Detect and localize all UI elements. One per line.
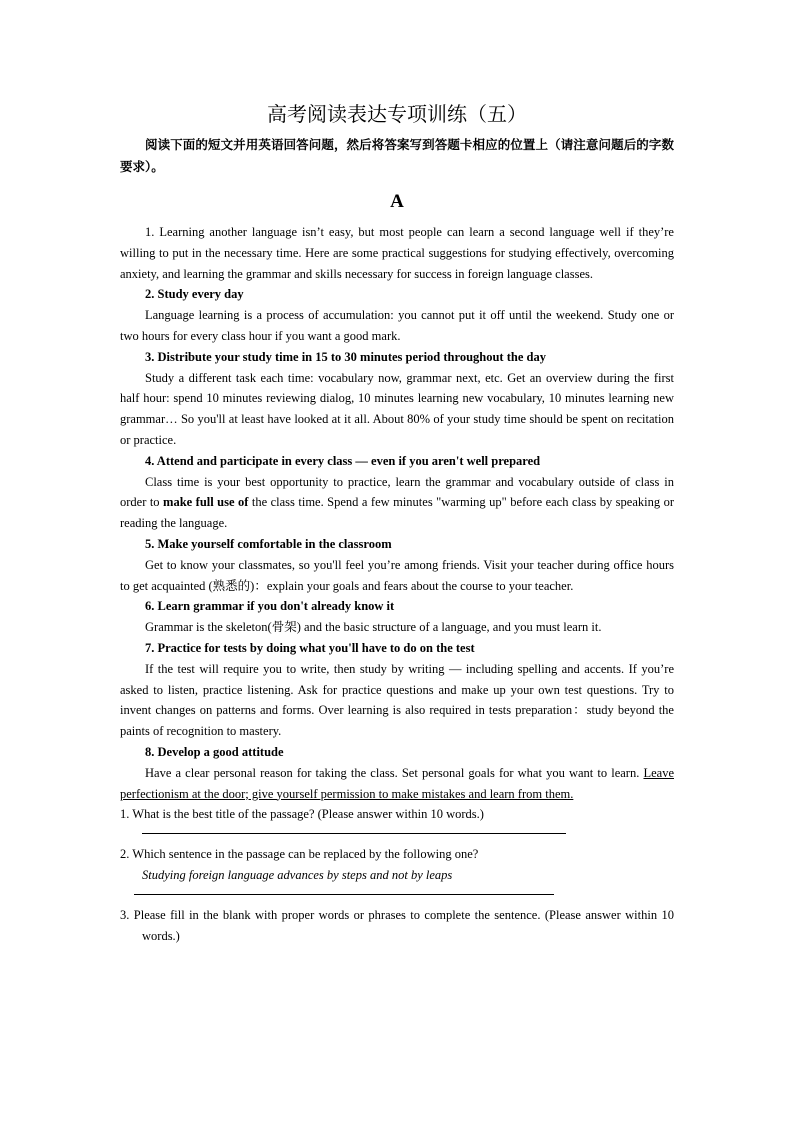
paragraph-4-part-b: the class time. Spend a few minutes "warming up" before each class by speaking or reading the language. <box>120 495 674 531</box>
heading-8: 8. Develop a good attitude <box>145 744 284 759</box>
heading-5: 5. Make yourself comfortable in the classroom <box>145 536 392 551</box>
paragraph-3: Study a different task each time: vocabulary now, grammar next, etc. Get an overview during the first half hour: spend 10 minutes reviewing dialog, 10 minutes learning new vocabulary, 10 minutes learning new grammar… So you'll at least have looked at it all. About 80% of your study time should be spent on recitation or practice. <box>120 370 674 447</box>
paragraph-5: Get to know your classmates, so you'll feel you’re among friends. Visit your teacher during office hours to get acquainted (熟悉的)：explain your goals and fears about the course to your teacher. <box>120 557 674 593</box>
instruction-text: 阅读下面的短文并用英语回答问题，然后将答案写到答题卡相应的位置上（请注意问题后的字数要求）。 <box>120 138 674 174</box>
paragraph-8 <box>120 763 674 805</box>
paragraph-6: Grammar is the skeleton(骨架) and the basic structure of a language, and you must learn it. <box>145 620 602 635</box>
paragraph-7: If the test will require you to write, then study by writing — including spelling and accents. If you’re asked to listen, practice listening. Ask for practice questions and make up your own test questions. Try to invent changes on patterns and forms. Over learning is also required in tests preparation：study beyond the paints of recognition to mastery. <box>120 661 674 739</box>
section-letter: A <box>390 191 404 212</box>
heading-2: 2. Study every day <box>145 287 244 302</box>
paragraph-4-bold-phrase: make full use of <box>163 495 249 510</box>
paragraph-8-part-a: Have a clear personal reason for taking the class. Set personal goals for what you want to learn. <box>145 765 644 780</box>
paragraph-2: Language learning is a process of accumulation: you cannot put it off until the weekend. Study one or two hours for every class hour if you want a good mark. <box>120 308 674 343</box>
paragraph-4 <box>120 472 674 534</box>
heading-7: 7. Practice for tests by doing what you'll have to do on the test <box>145 640 475 655</box>
answer-line-1[interactable] <box>142 833 566 834</box>
document-page <box>120 100 674 946</box>
question-2: 2. Which sentence in the passage can be replaced by the following one? <box>120 847 479 862</box>
question-2-sentence: Studying foreign language advances by steps and not by leaps <box>142 867 453 882</box>
heading-6: 6. Learn grammar if you don't already know it <box>145 599 395 614</box>
heading-3: 3. Distribute your study time in 15 to 30 minutes period throughout the day <box>145 349 546 364</box>
page-title: 高考阅读表达专项训练（五） <box>267 104 527 126</box>
question-1: 1. What is the best title of the passage? (Please answer within 10 words.) <box>120 807 484 822</box>
paragraph-4-part-a: Class time is your best opportunity to practice, learn the grammar and vocabulary outside of class in order to <box>120 474 674 510</box>
heading-4: 4. Attend and participate in every class — even if you aren't well prepared <box>145 453 541 468</box>
answer-line-2[interactable] <box>134 894 554 895</box>
question-3: 3. Please fill in the blank with proper words or phrases to complete the sentence. (Please answer within 10 words.) <box>120 907 674 943</box>
underlined-sentence: Leave perfectionism at the door; give yourself permission to make mistakes and learn from them. <box>120 765 674 801</box>
paragraph-1: 1. Learning another language isn’t easy, but most people can learn a second language well if they’re willing to put in the necessary time. Here are some practical suggestions for studying effectively, overcoming anxiety, and learning the grammar and skills necessary for success in foreign language classes. <box>120 225 674 281</box>
